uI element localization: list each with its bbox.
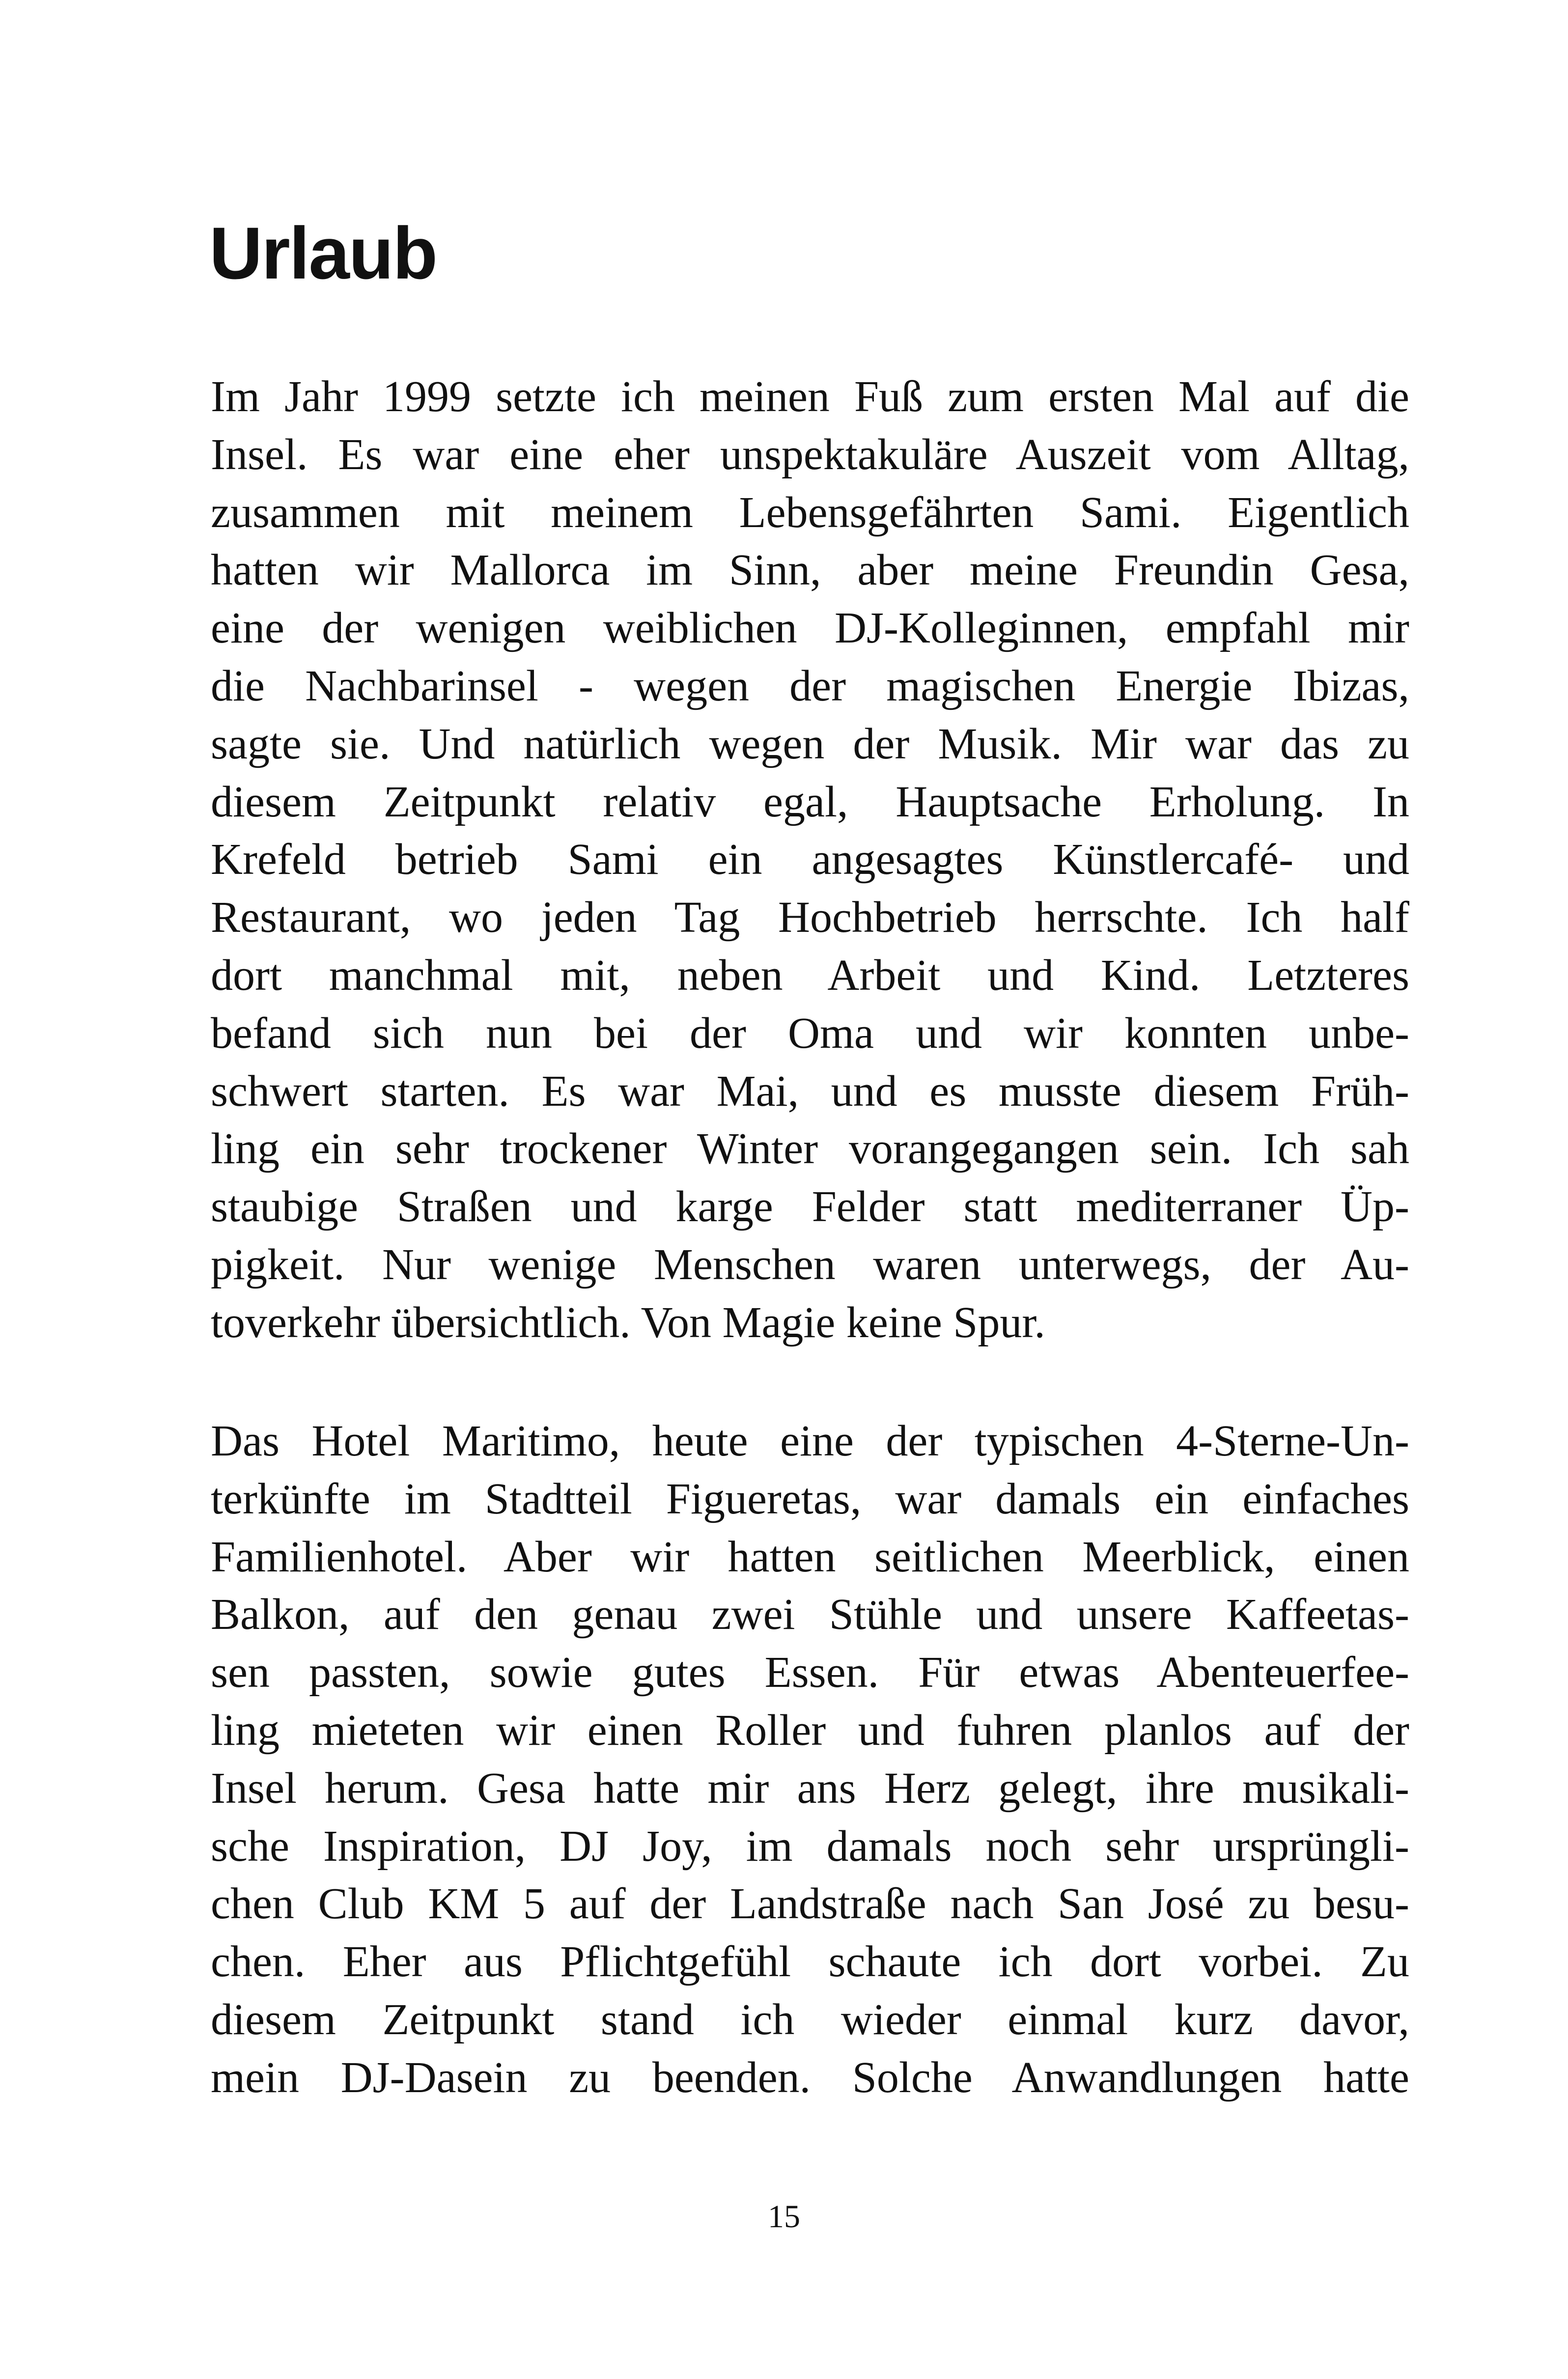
paragraph-line: staubige Straßen und karge Felder statt mediterraner Üp- xyxy=(211,1182,1409,1231)
paragraph-line: schwert starten. Es war Mai, und es musste diesem Früh- xyxy=(211,1066,1409,1116)
paragraph-line: chen. Eher aus Pflichtgefühl schaute ich dort vorbei. Zu xyxy=(211,1937,1409,1987)
paragraph-2 xyxy=(211,1412,1409,2107)
paragraph-line: Restaurant, wo jeden Tag Hochbetrieb herrschte. Ich half xyxy=(211,893,1409,942)
paragraph-line: Insel herum. Gesa hatte mir ans Herz gelegt, ihre musikali- xyxy=(211,1763,1409,1813)
paragraph-line: eine der wenigen weiblichen DJ-Kolleginnen, empfahl mir xyxy=(211,604,1409,653)
paragraph-line: toverkehr übersichtlich. Von Magie keine Spur. xyxy=(211,1298,1045,1347)
paragraph-line: zusammen mit meinem Lebensgefährten Sami. Eigentlich xyxy=(211,488,1409,537)
paragraph-line: Im Jahr 1999 setzte ich meinen Fuß zum ersten Mal auf die xyxy=(211,372,1409,421)
paragraph-line: diesem Zeitpunkt stand ich wieder einmal kurz davor, xyxy=(211,1995,1409,2044)
paragraph-1 xyxy=(211,368,1409,1352)
paragraph-line: befand sich nun bei der Oma und wir konnten unbe- xyxy=(211,1008,1409,1058)
paragraph-line: sen passten, sowie gutes Essen. Für etwas Abenteuerfee- xyxy=(211,1648,1409,1697)
paragraph-line: hatten wir Mallorca im Sinn, aber meine Freundin Gesa, xyxy=(211,546,1409,595)
paragraph-line: Das Hotel Maritimo, heute eine der typischen 4-Sterne-Un- xyxy=(211,1417,1409,1465)
page-number: 15 xyxy=(768,2199,800,2235)
paragraph-line: Balkon, auf den genau zwei Stühle und unsere Kaffeetas- xyxy=(211,1590,1409,1639)
paragraph-line: Krefeld betrieb Sami ein angesagtes Künstlercafé- und xyxy=(211,835,1409,884)
paragraph-line: die Nachbarinsel - wegen der magischen Energie Ibizas, xyxy=(211,661,1409,710)
paragraph-line: chen Club KM 5 auf der Landstraße nach San José zu besu- xyxy=(211,1879,1409,1929)
paragraph-line: pigkeit. Nur wenige Menschen waren unterwegs, der Au- xyxy=(211,1240,1409,1289)
paragraph-line: sche Inspiration, DJ Joy, im damals noch sehr ursprüngli- xyxy=(211,1821,1409,1871)
paragraph-line: diesem Zeitpunkt relativ egal, Hauptsache Erholung. In xyxy=(211,777,1409,826)
paragraph-line: sagte sie. Und natürlich wegen der Musik. Mir war das zu xyxy=(211,719,1409,768)
paragraph-line: ling mieteten wir einen Roller und fuhren planlos auf der xyxy=(211,1706,1409,1755)
paragraph-line: dort manchmal mit, neben Arbeit und Kind. Letzteres xyxy=(211,951,1409,1000)
paragraph-line: Insel. Es war eine eher unspektakuläre Auszeit vom Alltag, xyxy=(211,430,1409,479)
paragraph-line: terkünfte im Stadtteil Figueretas, war damals ein einfaches xyxy=(211,1474,1409,1523)
paragraph-line: Familienhotel. Aber wir hatten seitlichen Meerblick, einen xyxy=(211,1532,1409,1581)
paragraph-line: ling ein sehr trockener Winter vorangegangen sein. Ich sah xyxy=(211,1124,1409,1174)
chapter-title: Urlaub xyxy=(209,212,437,294)
paragraph-line: mein DJ-Dasein zu beenden. Solche Anwandlungen hatte xyxy=(211,2053,1409,2102)
